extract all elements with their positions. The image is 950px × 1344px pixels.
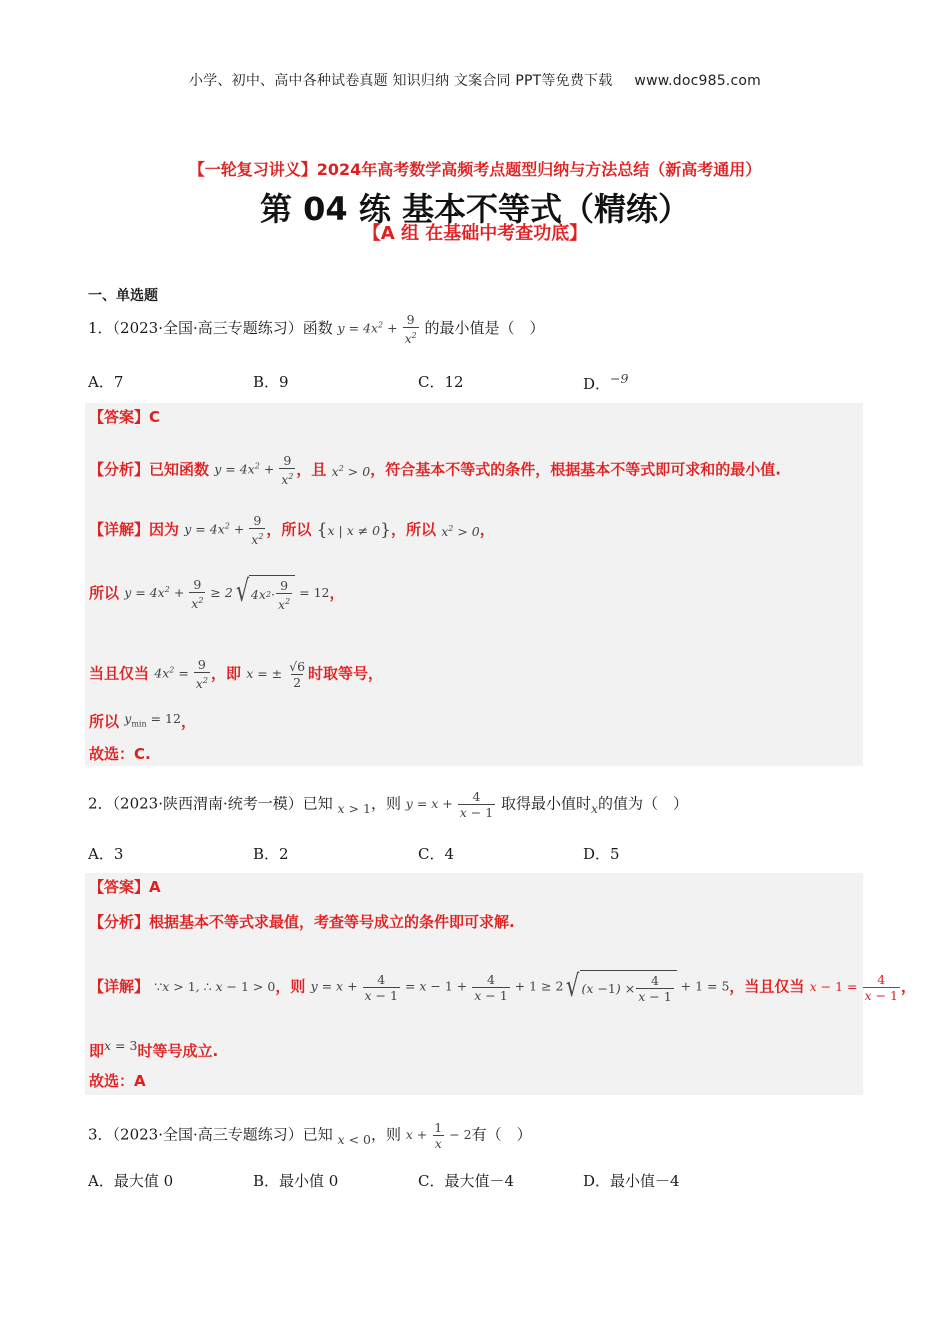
- detail-2-equality: 即x = 3时等号成立.: [89, 1034, 218, 1063]
- detail-1-equality: 当且仅当 $4x^2$ = $\frac{9}{x^2}$ ，即 x = ± $\frac{√6}{2}$ 时取等号，: [89, 657, 384, 692]
- option-a[interactable]: A．3: [88, 845, 124, 863]
- option-b[interactable]: B．9: [253, 373, 289, 391]
- question-1-stem: 1．（2023·全国·高三专题练习）函数: [88, 319, 333, 338]
- detail-2: 【详解】 ∵x > 1, ∴ x − 1 > 0，则 y = x + $\frac{4}{x - 1}$ = x − 1 + $\frac{4}{x - 1}$ + 1 ≥ 2 √ (x − 1 ) × $\frac{4}{x - 1}$ + 1 = 5，当且仅当 x − 1 = $\frac{4}{x - 1}$ ，: [89, 969, 916, 1004]
- formula-y-x-plus-4-over: y = x + $\frac{4}{x - 1}$: [405, 789, 494, 820]
- formula-x-eq-3: x = 3: [104, 1038, 138, 1053]
- formula-equality-condition: $4x^2$ = $\frac{9}{x^2}$: [154, 657, 208, 692]
- detail-1-min: 所以 $y_{min} = 12$，: [89, 707, 196, 737]
- choose-1: 故选：C.: [89, 745, 151, 763]
- question-1-options: [88, 371, 868, 395]
- option-d[interactable]: D．5: [583, 845, 620, 863]
- group-heading: 【A 组 在基础中考查功底】: [362, 223, 588, 244]
- header-url[interactable]: www.doc985.com: [634, 73, 761, 89]
- formula-x-gt-1: x > 1: [337, 800, 371, 816]
- answer-2: 【答案】A: [89, 878, 161, 896]
- choose-2: 故选：A: [89, 1072, 146, 1090]
- formula-y-4x2-9-over-x2: $y = 4x^2$ + $\frac{9}{x^2}$: [337, 312, 417, 347]
- formula-y: $y = 4x^2$ + $\frac{9}{x^2}$: [214, 453, 294, 488]
- analysis-2: 【分析】根据基本不等式求最值，考查等号成立的条件即可求解.: [89, 913, 515, 931]
- formula-x2-gt-0: $x^2 > 0$: [331, 463, 371, 479]
- option-b[interactable]: B．2: [253, 845, 289, 863]
- option-d[interactable]: D．−9: [583, 371, 629, 393]
- option-b[interactable]: B．最小值 0: [253, 1172, 339, 1190]
- detail-1: 【详解】因为 $y = 4x^2$ + $\frac{9}{x^2}$ ，所以 {x | x ≠ 0}，所以 $x^2 > 0$，: [89, 513, 495, 548]
- detail-1-inequality: 所以 $y = 4x^2$ + $\frac{9}{x^2}$ ≥ 2 √ 4x 2 · $\frac{9}{x^2}$ = 12，: [89, 574, 345, 613]
- question-1-tail: 的最小值是（ ）: [424, 319, 545, 338]
- series-title: 【一轮复习讲义】2024年高考数学高频考点题型归纳与方法总结（新高考通用）: [188, 160, 762, 179]
- option-d-value: −9: [610, 371, 629, 386]
- option-c[interactable]: C．4: [418, 845, 455, 863]
- formula-y: $y = 4x^2$ + $\frac{9}{x^2}$: [184, 513, 264, 548]
- answer-block-1: [85, 403, 863, 766]
- formula-am-gm-2: y = x + $\frac{4}{x - 1}$ = x − 1 + $\frac{4}{x - 1}$ + 1 ≥ 2 √ (x − 1 ) × $\frac{4}{x - 1}$ + 1 = 5: [310, 969, 730, 1004]
- formula-x: x: [590, 800, 599, 816]
- formula-am-gm: $y = 4x^2$ + $\frac{9}{x^2}$ ≥ 2 √ 4x 2 · $\frac{9}{x^2}$ = 12: [124, 574, 330, 613]
- answer-block-2: [85, 873, 916, 1095]
- header-text: 小学、初中、高中各种试卷真题 知识归纳 文案合同 PPT等免费下载: [189, 73, 613, 89]
- section-heading: 一、单选题: [88, 288, 158, 304]
- page-title: 第 04 练 基本不等式（精练）: [260, 190, 690, 228]
- formula-x-lt-0: x < 0: [337, 1131, 371, 1147]
- question-3-options: [88, 1170, 868, 1194]
- option-a[interactable]: A．最大值 0: [88, 1172, 174, 1190]
- formula-domain: {x | x ≠ 0}: [316, 519, 391, 540]
- question-1: [88, 312, 545, 346]
- page-header: [0, 70, 950, 90]
- formula-x-plus-1-over-x: x + $\frac{1}{x}$ − 2: [405, 1120, 472, 1151]
- option-d[interactable]: D．最小值－4: [583, 1172, 680, 1190]
- question-2-options: [88, 843, 868, 867]
- formula-x2-gt-0: $x^2 > 0$: [441, 523, 480, 539]
- analysis-1: 【分析】已知函数 $y = 4x^2$ + $\frac{9}{x^2}$ ，且 $x^2 > 0$，符合基本不等式的条件，根据基本不等式即可求和的最小值.: [89, 453, 781, 488]
- question-3: 3．（2023·全国·高三专题练习）已知 x < 0，则 x + $\frac{1}{x}$ − 2有（ ）: [88, 1120, 532, 1151]
- option-c[interactable]: C．12: [418, 373, 464, 391]
- formula-ymin: $y_{min} = 12$: [124, 711, 181, 729]
- answer-1: 【答案】C: [89, 408, 161, 426]
- formula-equality-2: x − 1 = $\frac{4}{x - 1}$: [809, 971, 898, 1003]
- option-a[interactable]: A．7: [88, 373, 124, 391]
- formula-x-value: x = ± $\frac{√6}{2}$: [246, 658, 306, 690]
- option-c[interactable]: C．最大值－4: [418, 1172, 515, 1190]
- formula-because: ∵x > 1, ∴ x − 1 > 0: [154, 979, 276, 994]
- question-2: 2．（2023·陕西渭南·统考一模）已知 x > 1，则 y = x + $\frac{4}{x - 1}$ 取得最小值时x的值为（ ）: [88, 789, 689, 820]
